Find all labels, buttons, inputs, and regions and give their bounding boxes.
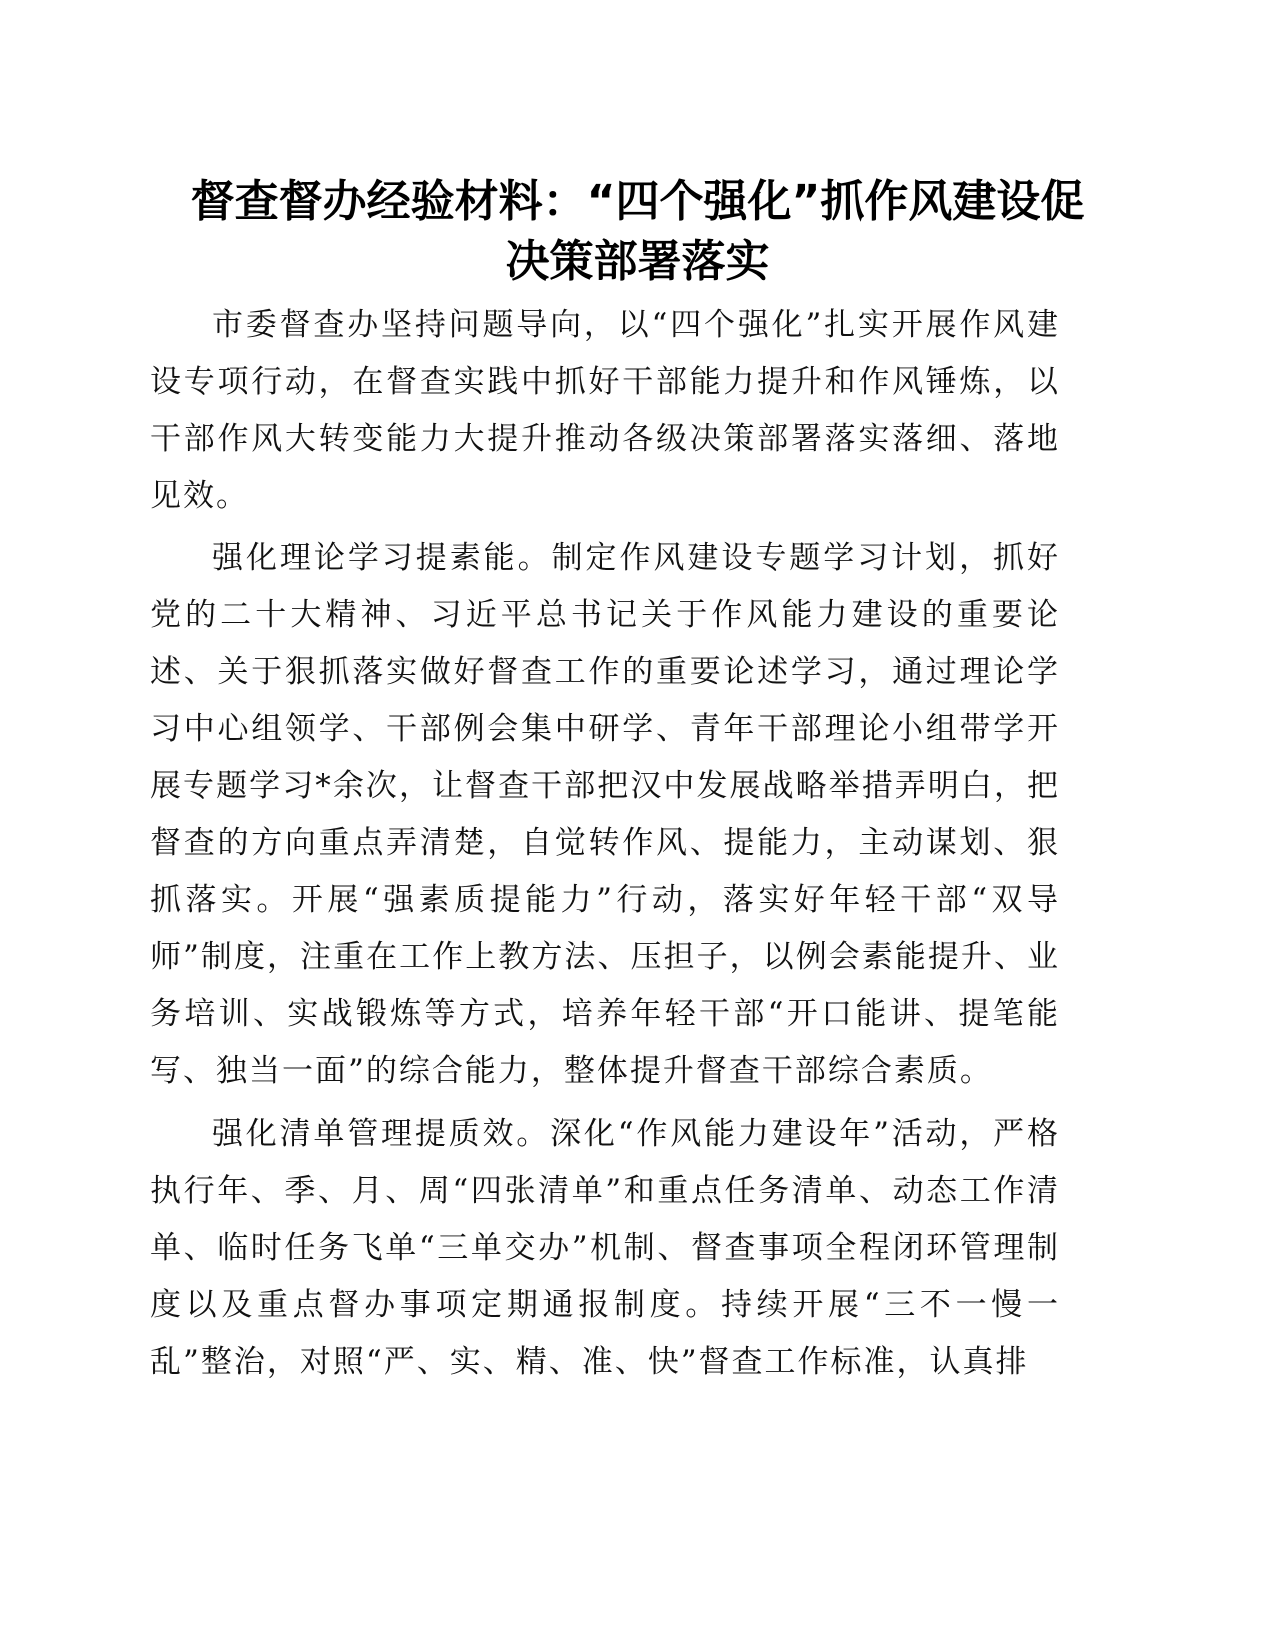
paragraph-intro: 市委督查办坚持问题导向，以“四个强化”扎实开展作风建设专项行动，在督查实践中抓好干部能力提升和作风锤炼，以干部作风大转变能力大提升推动各级决策部署落实落细、落地见效。 xyxy=(150,307,1060,514)
document-title-line-2: 决策部署落实 xyxy=(505,236,770,287)
paragraph-theory-study: 强化理论学习提素能。制定作风建设专题学习计划，抓好党的二十大精神、习近平总书记关于作风能力建设的重要论述、关于狠抓落实做好督查工作的重要论述学习，通过理论学习中心组领学、干部例会集中研学、青年干部理论小组带学开展专题学习*余次，让督查干部把汉中发展战略举措弄明白，把督查的方向重点弄清楚，自觉转作风、提能力，主动谋划、狠抓落实。开展“强素质提能力”行动，落实好年轻干部“双导师”制度，注重在工作上教方法、压担子，以例会素能提升、业务培训、实战锻炼等方式，培养年轻干部“开口能讲、提笔能写、独当一面”的综合能力，整体提升督查干部综合素质。 xyxy=(150,540,1060,1089)
document-title-line-1: 督查督办经验材料：“四个强化”抓作风建设促 xyxy=(190,176,1085,227)
paragraph-list-management: 强化清单管理提质效。深化“作风能力建设年”活动，严格执行年、季、月、周“四张清单”和重点任务清单、动态工作清单、临时任务飞单“三单交办”机制、督查事项全程闭环管理制度以及重点督办事项定期通报制度。持续开展“三不一慢一乱”整治，对照“严、实、精、准、快”督查工作标准，认真排 xyxy=(150,1116,1060,1380)
